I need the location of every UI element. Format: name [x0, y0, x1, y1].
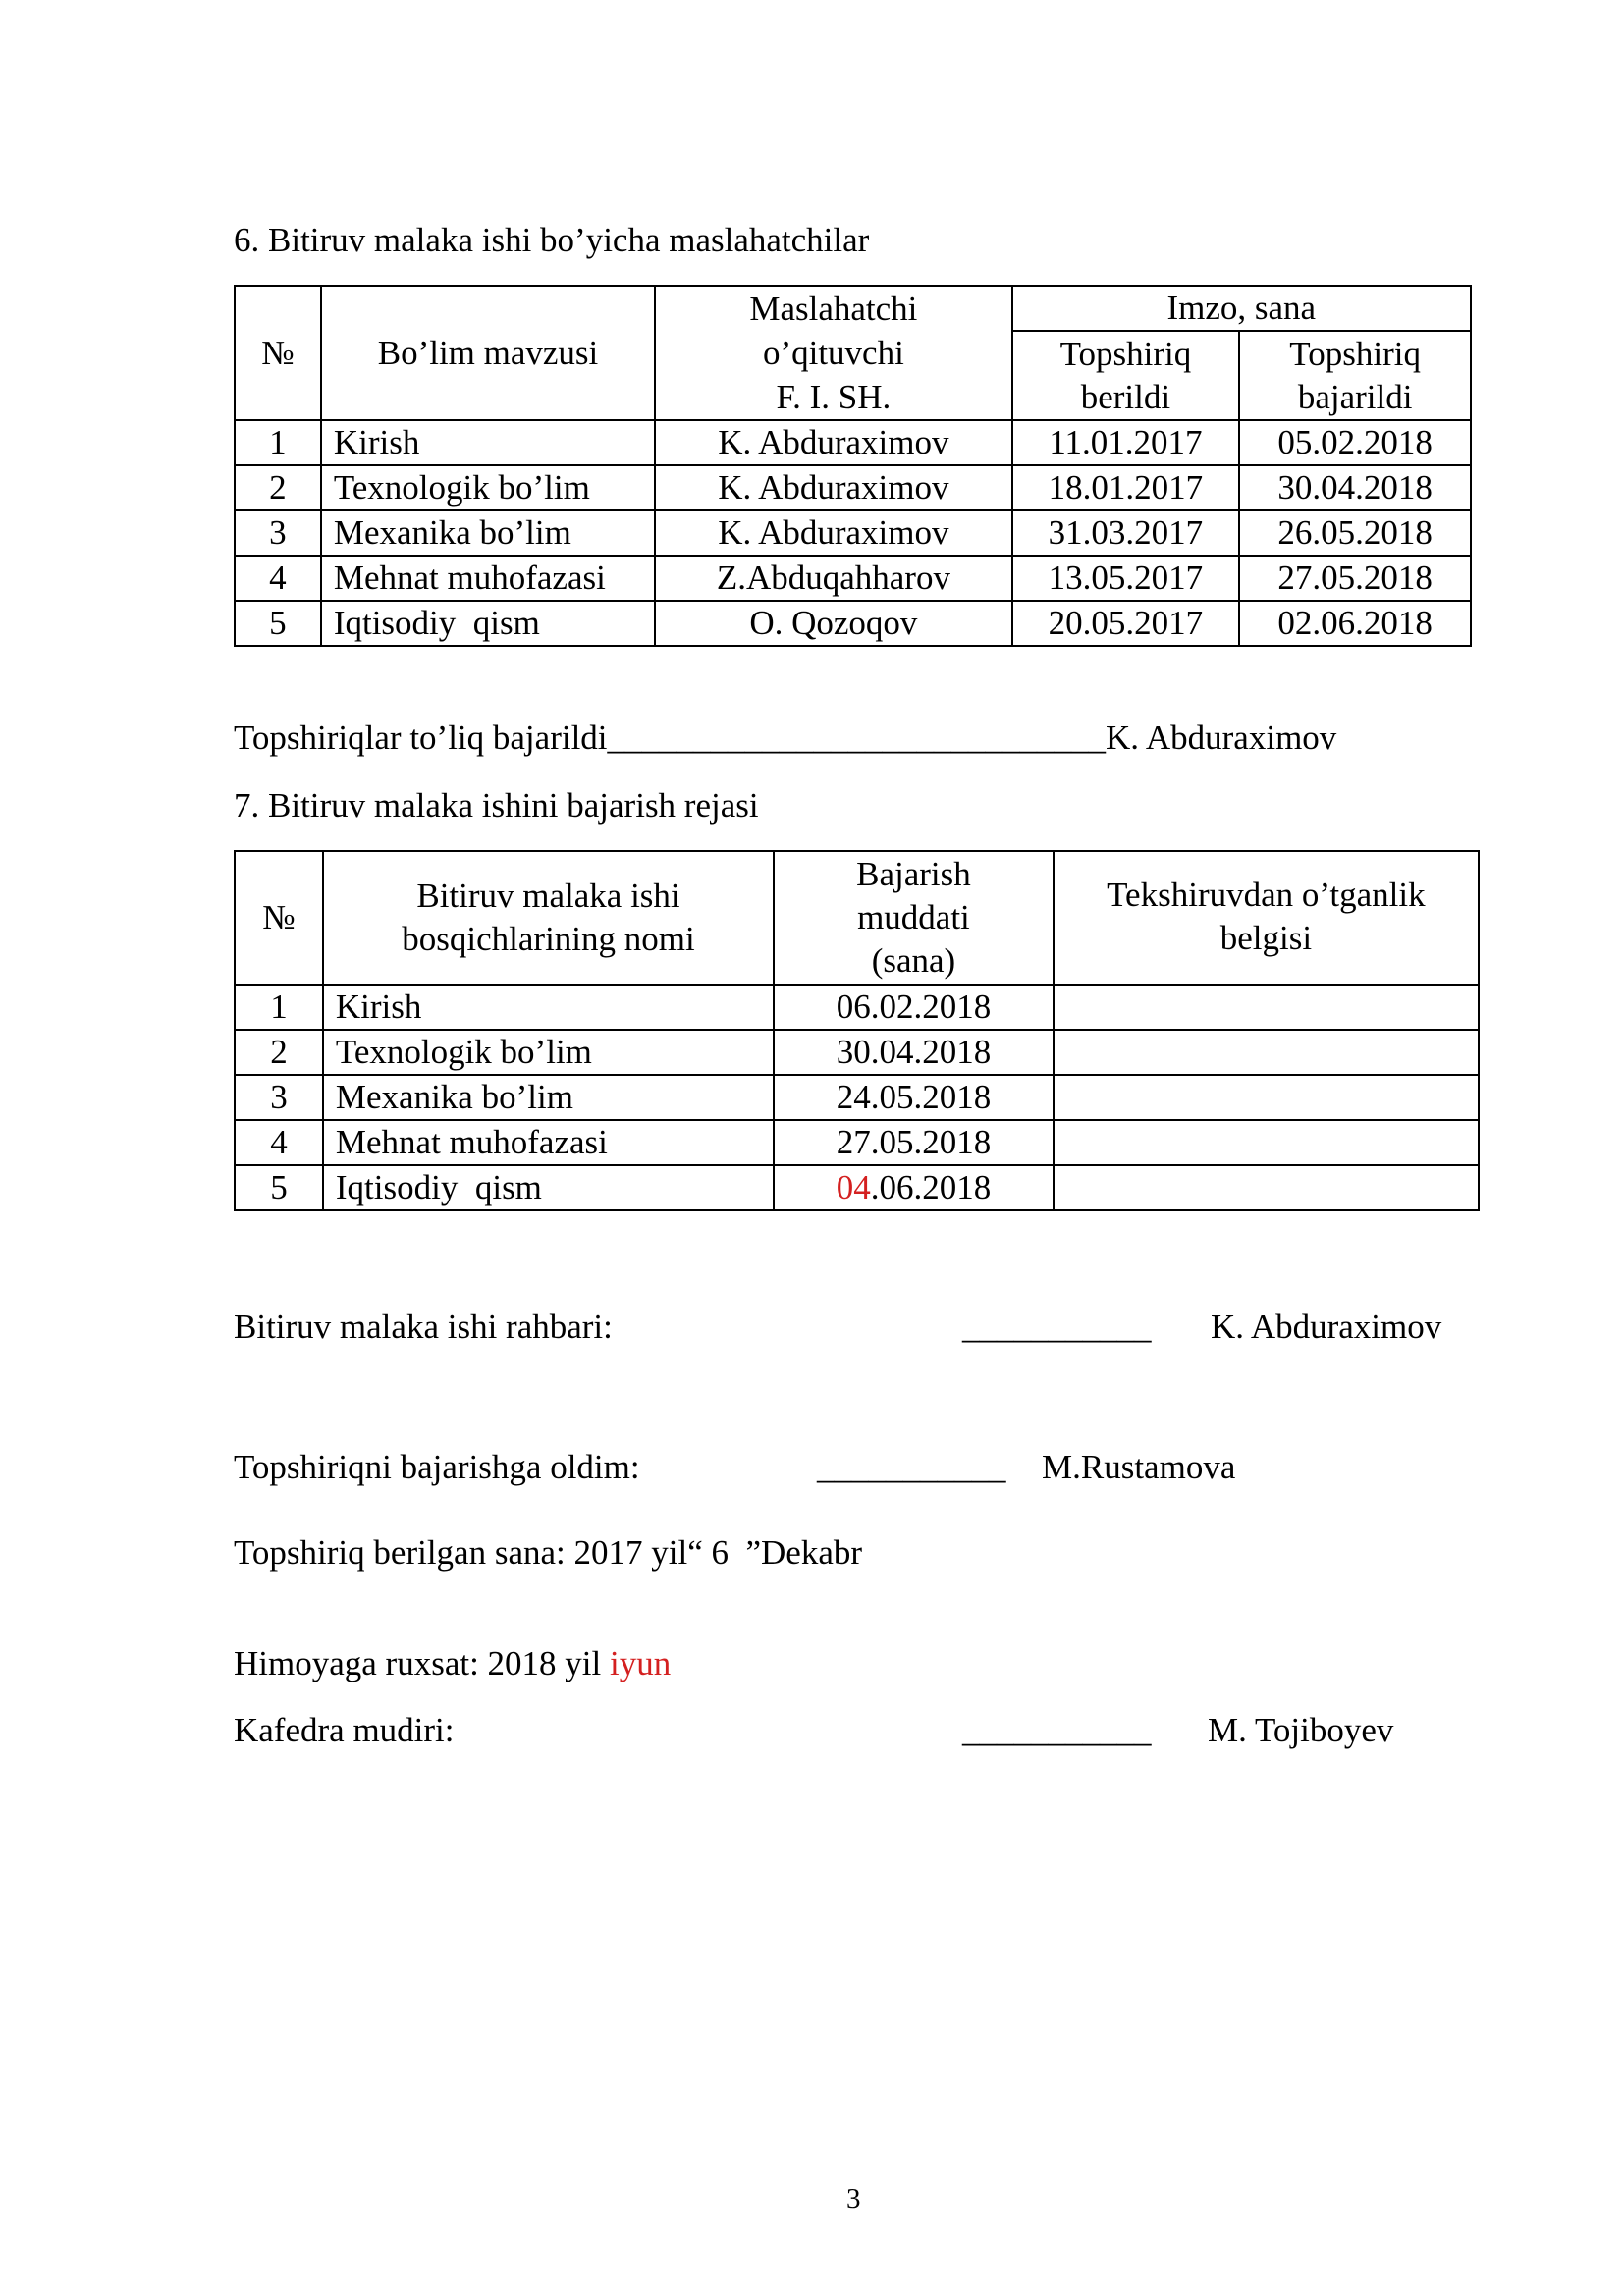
table-row	[235, 1165, 1479, 1210]
row-deadline: 30.04.2018	[774, 1030, 1054, 1075]
completion-line	[234, 719, 1336, 758]
table-row	[235, 601, 1471, 646]
row-num: 2	[235, 1030, 323, 1075]
row-check	[1054, 1030, 1479, 1075]
defense-month: iyun	[610, 1644, 672, 1682]
row-adviser: Z.Abduqahharov	[655, 556, 1011, 601]
row-stage: Iqtisodiy qism	[323, 1165, 774, 1210]
date-given: Topshiriq berilgan sana: 2017 yil“ 6 ”Dekabr	[234, 1533, 863, 1572]
row-given: 18.01.2017	[1012, 465, 1240, 510]
header-given-l2: berildi	[1080, 377, 1171, 416]
row-deadline: 24.05.2018	[774, 1075, 1054, 1120]
plan-table	[234, 850, 1480, 1211]
row-topic: Texnologik bo’lim	[321, 465, 655, 510]
row-done: 27.05.2018	[1239, 556, 1471, 601]
row-stage: Kirish	[323, 985, 774, 1030]
defense-label: Himoyaga ruxsat: 2018 yil	[234, 1644, 611, 1682]
row-num: 1	[235, 985, 323, 1030]
row-topic: Iqtisodiy qism	[321, 601, 655, 646]
accepted-label: Topshiriqni bajarishga oldim:	[234, 1448, 640, 1486]
deadline-highlight: 04	[836, 1168, 871, 1206]
table-row	[235, 420, 1471, 465]
table-row	[235, 1030, 1479, 1075]
header-done	[1239, 331, 1471, 420]
row-topic: Kirish	[321, 420, 655, 465]
row-num: 3	[235, 510, 321, 556]
header-given-l1: Topshiriq	[1059, 334, 1192, 373]
row-given: 31.03.2017	[1012, 510, 1240, 556]
row-topic: Mexanika bo’lim	[321, 510, 655, 556]
row-done: 05.02.2018	[1239, 420, 1471, 465]
row-adviser: O. Qozoqov	[655, 601, 1011, 646]
section6-heading: 6. Bitiruv malaka ishi bo’yicha maslahatchilar	[234, 221, 870, 259]
row-deadline: 27.05.2018	[774, 1120, 1054, 1165]
header-check-l1: Tekshiruvdan o’tganlik	[1107, 876, 1426, 914]
section7-heading: 7. Bitiruv malaka ishini bajarish rejasi	[234, 786, 759, 825]
row-num: 5	[235, 601, 321, 646]
row-adviser: K. Abduraximov	[655, 420, 1011, 465]
supervisor-signature-line: ___________	[962, 1308, 1152, 1346]
header-done-l2: bajarildi	[1297, 377, 1413, 416]
header-topic: Bo’lim mavzusi	[321, 286, 655, 420]
header-given	[1012, 331, 1240, 420]
row-num: 5	[235, 1165, 323, 1210]
supervisor-name: K. Abduraximov	[1211, 1308, 1442, 1346]
header-deadline-l3: (sana)	[871, 941, 956, 980]
deadline-rest: .06.2018	[870, 1168, 992, 1206]
header-deadline-l2: muddati	[857, 898, 970, 936]
table-row	[235, 1075, 1479, 1120]
row-deadline: 06.02.2018	[774, 985, 1054, 1030]
row-num: 4	[235, 556, 321, 601]
table-row	[235, 985, 1479, 1030]
header-stage-l2: bosqichlarining nomi	[402, 920, 695, 958]
header-adviser-l1: Maslahatchi	[749, 290, 918, 328]
header-check	[1054, 851, 1479, 985]
row-adviser: K. Abduraximov	[655, 510, 1011, 556]
header-adviser-l2: o’qituvchi	[762, 334, 904, 372]
head-label: Kafedra mudiri:	[234, 1711, 455, 1749]
head-signature-line: ___________	[962, 1711, 1152, 1749]
page-number: 3	[846, 2183, 861, 2215]
row-given: 20.05.2017	[1012, 601, 1240, 646]
supervisor-label: Bitiruv malaka ishi rahbari:	[234, 1308, 613, 1346]
accepted-name: M.Rustamova	[1042, 1448, 1236, 1486]
head-name: M. Tojiboyev	[1208, 1711, 1394, 1749]
completion-signature-line: _____________________________	[607, 719, 1107, 757]
advisers-table	[234, 285, 1472, 647]
header-adviser	[655, 286, 1011, 420]
table-row	[235, 465, 1471, 510]
header-stage-l1: Bitiruv malaka ishi	[416, 877, 680, 915]
row-num: 4	[235, 1120, 323, 1165]
row-done: 02.06.2018	[1239, 601, 1471, 646]
completion-name: K. Abduraximov	[1106, 719, 1337, 757]
row-check	[1054, 1075, 1479, 1120]
row-done: 30.04.2018	[1239, 465, 1471, 510]
row-stage: Mexanika bo’lim	[323, 1075, 774, 1120]
row-stage: Texnologik bo’lim	[323, 1030, 774, 1075]
table-row	[235, 1120, 1479, 1165]
row-num: 3	[235, 1075, 323, 1120]
row-num: 1	[235, 420, 321, 465]
accepted-signature-line: ___________	[817, 1448, 1006, 1486]
row-check	[1054, 1165, 1479, 1210]
defense-permission	[234, 1644, 671, 1683]
header-stage	[323, 851, 774, 985]
row-given: 13.05.2017	[1012, 556, 1240, 601]
row-check	[1054, 1120, 1479, 1165]
header-sign-date: Imzo, sana	[1012, 286, 1471, 331]
row-given: 11.01.2017	[1012, 420, 1240, 465]
row-done: 26.05.2018	[1239, 510, 1471, 556]
row-check	[1054, 985, 1479, 1030]
row-stage: Mehnat muhofazasi	[323, 1120, 774, 1165]
header-done-l1: Topshiriq	[1289, 334, 1421, 373]
header-num: №	[235, 286, 321, 420]
header-num: №	[235, 851, 323, 985]
header-deadline	[774, 851, 1054, 985]
completion-label: Topshiriqlar to’liq bajarildi	[234, 719, 608, 757]
row-adviser: K. Abduraximov	[655, 465, 1011, 510]
table-row	[235, 556, 1471, 601]
header-deadline-l1: Bajarish	[856, 855, 971, 893]
table-row	[235, 510, 1471, 556]
header-check-l2: belgisi	[1219, 919, 1313, 957]
row-topic: Mehnat muhofazasi	[321, 556, 655, 601]
header-adviser-l3: F. I. SH.	[776, 378, 892, 416]
row-num: 2	[235, 465, 321, 510]
row-deadline	[774, 1165, 1054, 1210]
